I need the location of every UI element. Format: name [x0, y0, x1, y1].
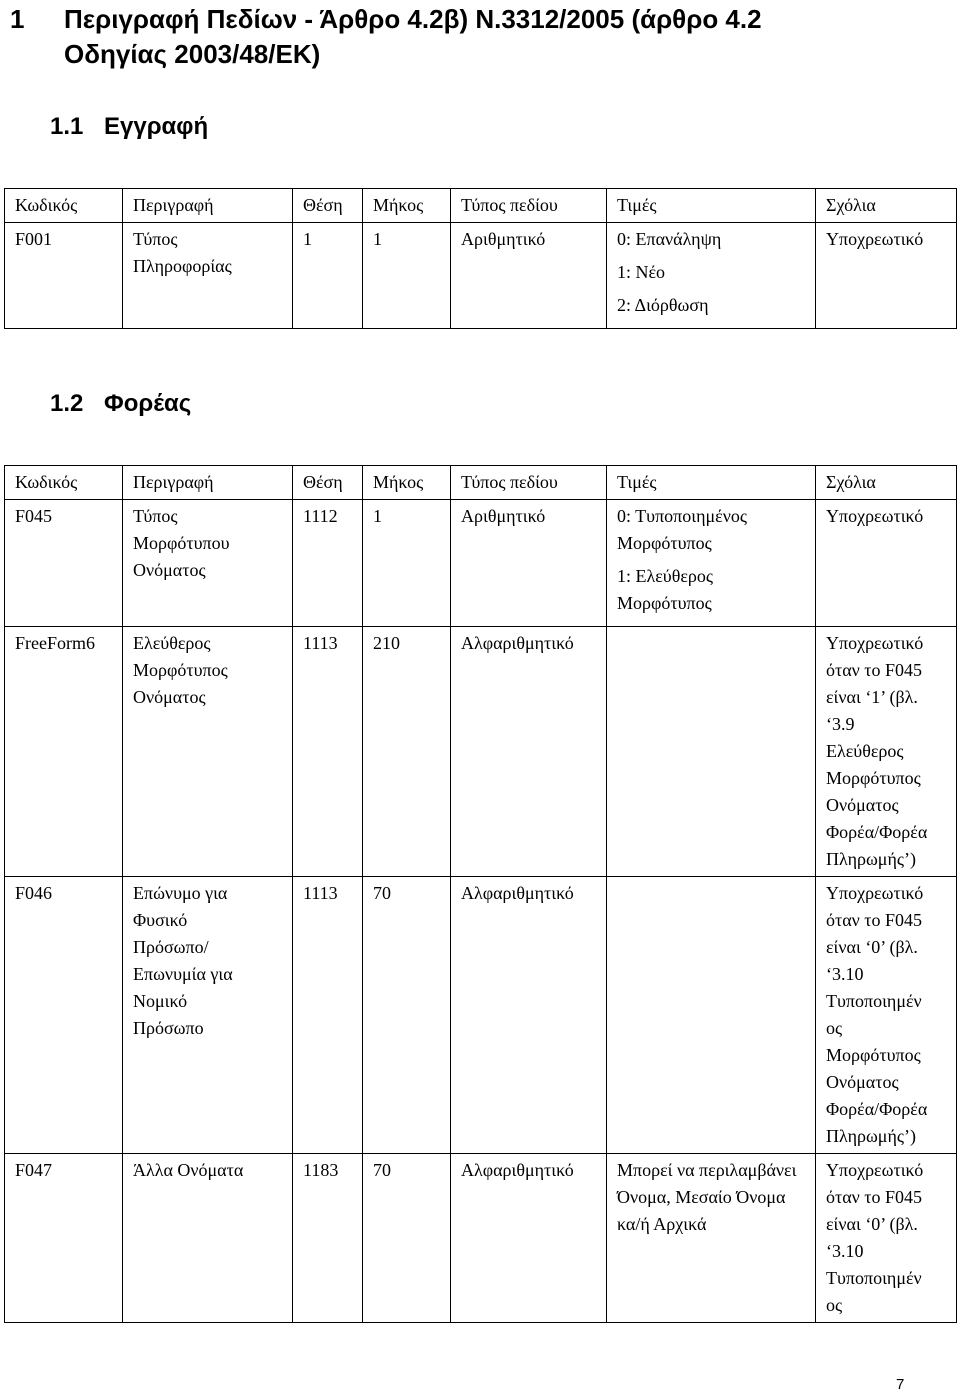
position-header: Θέση [293, 189, 363, 223]
note-line: Τυποποιημέν [826, 1268, 922, 1288]
note-line: ος [826, 1018, 843, 1038]
note-line: Ονόματος [826, 795, 899, 815]
section-number: 1.1 [50, 113, 84, 140]
value-line: 1: Ελεύθερος Μορφότυπος [617, 566, 713, 613]
note-line: Υποχρεωτικό [826, 883, 924, 903]
registration-table [4, 188, 957, 329]
note-line: ‘3.10 [826, 1241, 864, 1261]
note-line: Υποχρεωτικό [826, 229, 924, 249]
entity-table [4, 465, 957, 1323]
description-cell [123, 627, 293, 877]
values-cell [607, 877, 816, 1154]
note-line: όταν το F045 [826, 910, 923, 930]
note-line: Υποχρεωτικό [826, 506, 924, 526]
section-title: Φορέας [104, 390, 192, 417]
length-header: Μήκος [363, 189, 451, 223]
note-line: όταν το F045 [826, 1187, 923, 1207]
description-header: Περιγραφή [123, 466, 293, 500]
table-header-row [5, 466, 957, 500]
note-line: είναι ‘0’ (βλ. [826, 1214, 918, 1234]
code-cell: F046 [5, 877, 123, 1154]
description-line: Άλλα Ονόματα [133, 1160, 244, 1180]
note-line: Υποχρεωτικό [826, 1160, 924, 1180]
position-cell: 1183 [293, 1154, 363, 1323]
field-type-cell: Αλφαριθμητικό [451, 1154, 607, 1323]
note-line: ‘3.9 [826, 714, 855, 734]
note-line: Φορέα/Φορέα [826, 822, 928, 842]
table-row [5, 500, 957, 627]
field-type-cell: Αλφαριθμητικό [451, 627, 607, 877]
note-line: Ονόματος [826, 1072, 899, 1092]
section-title: Εγγραφή [104, 113, 209, 140]
description-cell [123, 877, 293, 1154]
value-line: 1: Νέο [617, 262, 666, 282]
description-line: Μορφότυπου [133, 533, 230, 553]
notes-cell [816, 1154, 957, 1323]
heading-text-line-1: Περιγραφή Πεδίων - Άρθρο 4.2β) Ν.3312/2005 (άρθρο 4.2 [64, 4, 762, 34]
note-line: ‘3.10 [826, 964, 864, 984]
notes-header: Σχόλια [816, 466, 957, 500]
section-heading-registration [50, 112, 208, 142]
notes-cell [816, 877, 957, 1154]
description-line: Ονόματος [133, 560, 206, 580]
table-row [5, 1154, 957, 1323]
length-cell: 210 [363, 627, 451, 877]
code-cell: F045 [5, 500, 123, 627]
description-line: Ελεύθερος [133, 633, 211, 653]
note-line: ος [826, 1295, 843, 1315]
value-line: 0: Τυποποιημένος Μορφότυπος [617, 506, 747, 553]
description-cell [123, 223, 293, 329]
position-cell: 1113 [293, 627, 363, 877]
field-type-cell: Αριθμητικό [451, 500, 607, 627]
length-cell: 1 [363, 500, 451, 627]
note-line: Ελεύθερος [826, 741, 904, 761]
section-number: 1.2 [50, 390, 84, 417]
note-line: Πληρωμής’) [826, 1126, 916, 1146]
field-type-cell: Αριθμητικό [451, 223, 607, 329]
description-cell [123, 500, 293, 627]
position-cell: 1 [293, 223, 363, 329]
note-line: Φορέα/Φορέα [826, 1099, 928, 1119]
description-line: Τύπος [133, 229, 178, 249]
notes-cell [816, 223, 957, 329]
note-line: Τυποποιημέν [826, 991, 922, 1011]
heading-text-line-2: Οδηγίας 2003/48/ΕΚ) [64, 39, 321, 69]
position-header: Θέση [293, 466, 363, 500]
description-line: Ονόματος [133, 687, 206, 707]
heading-line-1 [0, 2, 944, 37]
description-line: Μορφότυπος [133, 660, 228, 680]
page-number: 7 [896, 1376, 905, 1393]
length-header: Μήκος [363, 466, 451, 500]
code-header: Κωδικός [5, 189, 123, 223]
heading-number: 1 [10, 4, 25, 34]
code-header: Κωδικός [5, 466, 123, 500]
description-line: Πρόσωπο [133, 1018, 204, 1038]
note-line: Μορφότυπος [826, 1045, 921, 1065]
table-row [5, 877, 957, 1154]
table-row [5, 627, 957, 877]
description-line: Πρόσωπο/ [133, 937, 209, 957]
field-type-header: Τύπος πεδίου [451, 189, 607, 223]
description-cell [123, 1154, 293, 1323]
description-line: Επωνυμία για [133, 964, 233, 984]
document-heading [0, 2, 944, 72]
description-line: Φυσικό [133, 910, 188, 930]
description-line: Πληροφορίας [133, 256, 232, 276]
note-line: Πληρωμής’) [826, 849, 916, 869]
values-cell [607, 1154, 816, 1323]
values-cell [607, 223, 816, 329]
description-header: Περιγραφή [123, 189, 293, 223]
value-line: Μπορεί να περιλαμβάνει Όνομα, Μεσαίο Όνομα κα/ή Αρχικά [617, 1160, 797, 1234]
note-line: Υποχρεωτικό [826, 633, 924, 653]
notes-cell [816, 627, 957, 877]
length-cell: 70 [363, 1154, 451, 1323]
values-header: Τιμές [607, 189, 816, 223]
values-cell [607, 627, 816, 877]
values-header: Τιμές [607, 466, 816, 500]
code-cell: F047 [5, 1154, 123, 1323]
position-cell: 1113 [293, 877, 363, 1154]
position-cell: 1112 [293, 500, 363, 627]
notes-cell [816, 500, 957, 627]
description-line: Νομικό [133, 991, 188, 1011]
note-line: είναι ‘1’ (βλ. [826, 687, 918, 707]
table-row [5, 223, 957, 329]
value-line: 0: Επανάληψη [617, 229, 722, 249]
description-line: Επώνυμο για [133, 883, 228, 903]
length-cell: 1 [363, 223, 451, 329]
field-type-cell: Αλφαριθμητικό [451, 877, 607, 1154]
note-line: είναι ‘0’ (βλ. [826, 937, 918, 957]
table-header-row [5, 189, 957, 223]
code-cell: F001 [5, 223, 123, 329]
field-type-header: Τύπος πεδίου [451, 466, 607, 500]
notes-header: Σχόλια [816, 189, 957, 223]
description-line: Τύπος [133, 506, 178, 526]
note-line: Μορφότυπος [826, 768, 921, 788]
code-cell: FreeForm6 [5, 627, 123, 877]
value-line: 2: Διόρθωση [617, 295, 709, 315]
note-line: όταν το F045 [826, 660, 923, 680]
values-cell [607, 500, 816, 627]
length-cell: 70 [363, 877, 451, 1154]
section-heading-entity [50, 389, 191, 419]
